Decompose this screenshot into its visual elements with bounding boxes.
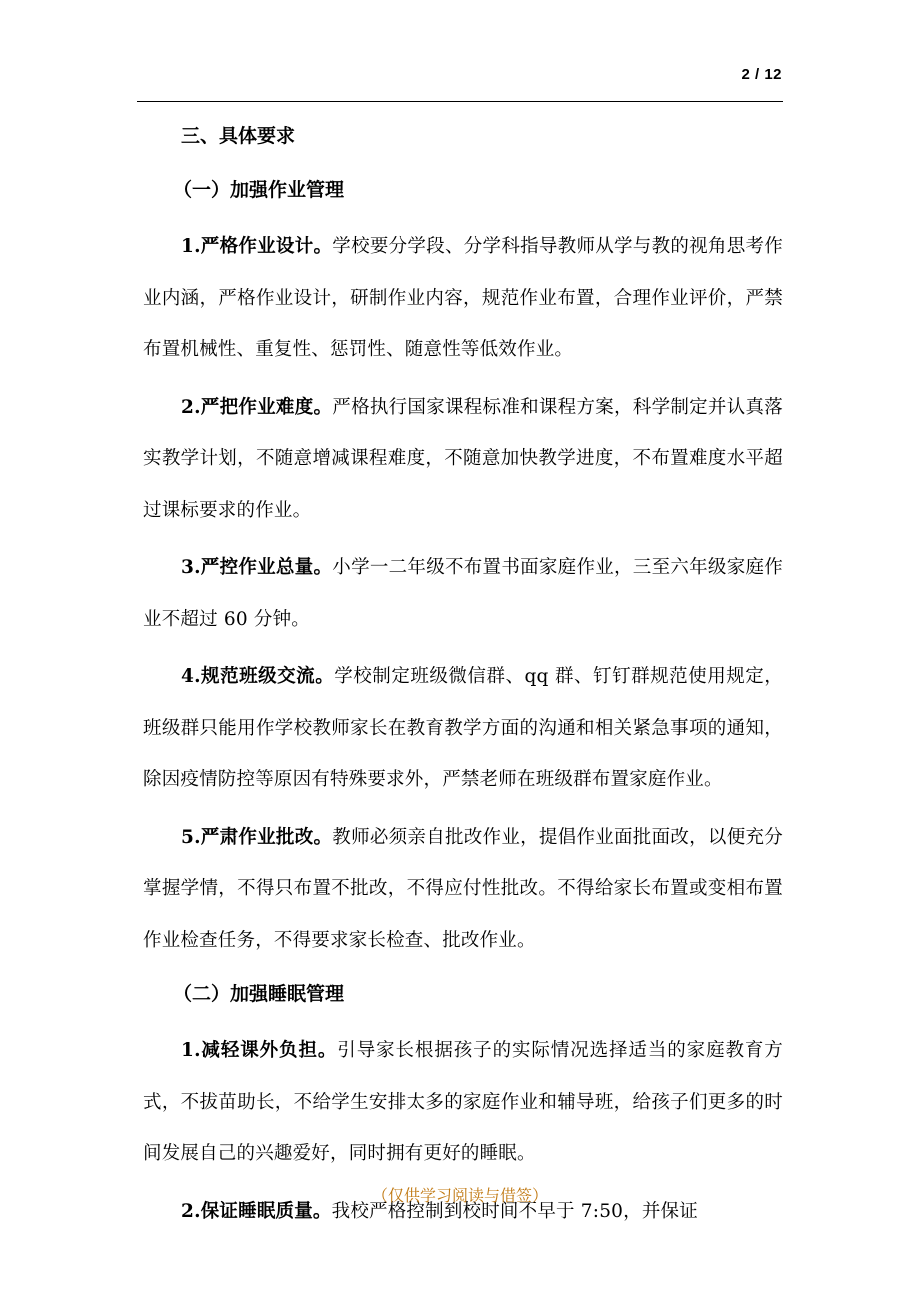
paragraph-homework-grading <box>143 812 783 967</box>
paragraph-text: 学校制定班级微信群、qq 群、钉钉群规范使用规定，班级群只能用作学校教师家长在教育教学方面的沟通和相关紧急事项的通知，除因疫情防控等原因有特殊要求外，严禁老师在班级群布置家庭作业。 <box>143 666 783 790</box>
subsection-title-homework: （一）加强作业管理 <box>173 179 345 201</box>
paragraph-text: 严格执行国家课程标准和课程方案，科学制定并认真落实教学计划，不随意增减课程难度，不随意加快教学进度，不布置难度水平超过课标要求的作业。 <box>143 396 783 521</box>
footer-note: （仅供学习阅读与借签） <box>371 1186 548 1205</box>
paragraph-lead: 5.严肃作业批改。 <box>181 826 333 848</box>
subsection-title-sleep: （二）加强睡眠管理 <box>173 983 345 1005</box>
paragraph-homework-difficulty <box>143 382 783 537</box>
header-divider <box>137 101 783 102</box>
paragraph-text: 我校严格控制到校时间不早于 7:50，并保证 <box>331 1200 698 1222</box>
paragraph-homework-amount <box>143 542 783 645</box>
paragraph-lead: 4.规范班级交流。 <box>181 666 335 687</box>
paragraph-lead: 2.保证睡眠质量。 <box>181 1200 332 1222</box>
paragraph-reduce-burden <box>143 1025 783 1180</box>
paragraph-text: 教师必须亲自批改作业，提倡作业面批面改，以便充分掌握学情，不得只布置不批改，不得应付性批改。不得给家长布置或变相布置作业检查任务，不得要求家长检查、批改作业。 <box>143 826 783 951</box>
paragraph-text: 引导家长根据孩子的实际情况选择适当的家庭教育方式，不拔苗助长，不给学生安排太多的家庭作业和辅导班，给孩子们更多的时间发展自己的兴趣爱好，同时拥有更好的睡眠。 <box>143 1040 783 1164</box>
paragraph-class-communication <box>143 651 783 806</box>
document-body <box>143 118 783 1237</box>
paragraph-lead: 1.严格作业设计。 <box>181 236 333 257</box>
paragraph-lead: 1.减轻课外负担。 <box>181 1040 338 1061</box>
paragraph-lead: 3.严控作业总量。 <box>181 557 333 578</box>
paragraph-lead: 2.严把作业难度。 <box>181 396 333 418</box>
paragraph-homework-design <box>143 221 783 376</box>
paragraph-text: 学校要分学段、分学科指导教师从学与教的视角思考作业内涵，严格作业设计，研制作业内容，规范作业布置，合理作业评价，严禁布置机械性、重复性、惩罚性、随意性等低效作业。 <box>143 236 783 360</box>
paragraph-text: 小学一二年级不布置书面家庭作业，三至六年级家庭作业不超过 60 分钟。 <box>143 557 783 630</box>
section-title: 三、具体要求 <box>181 125 296 147</box>
page-number: 2 / 12 <box>741 66 782 83</box>
